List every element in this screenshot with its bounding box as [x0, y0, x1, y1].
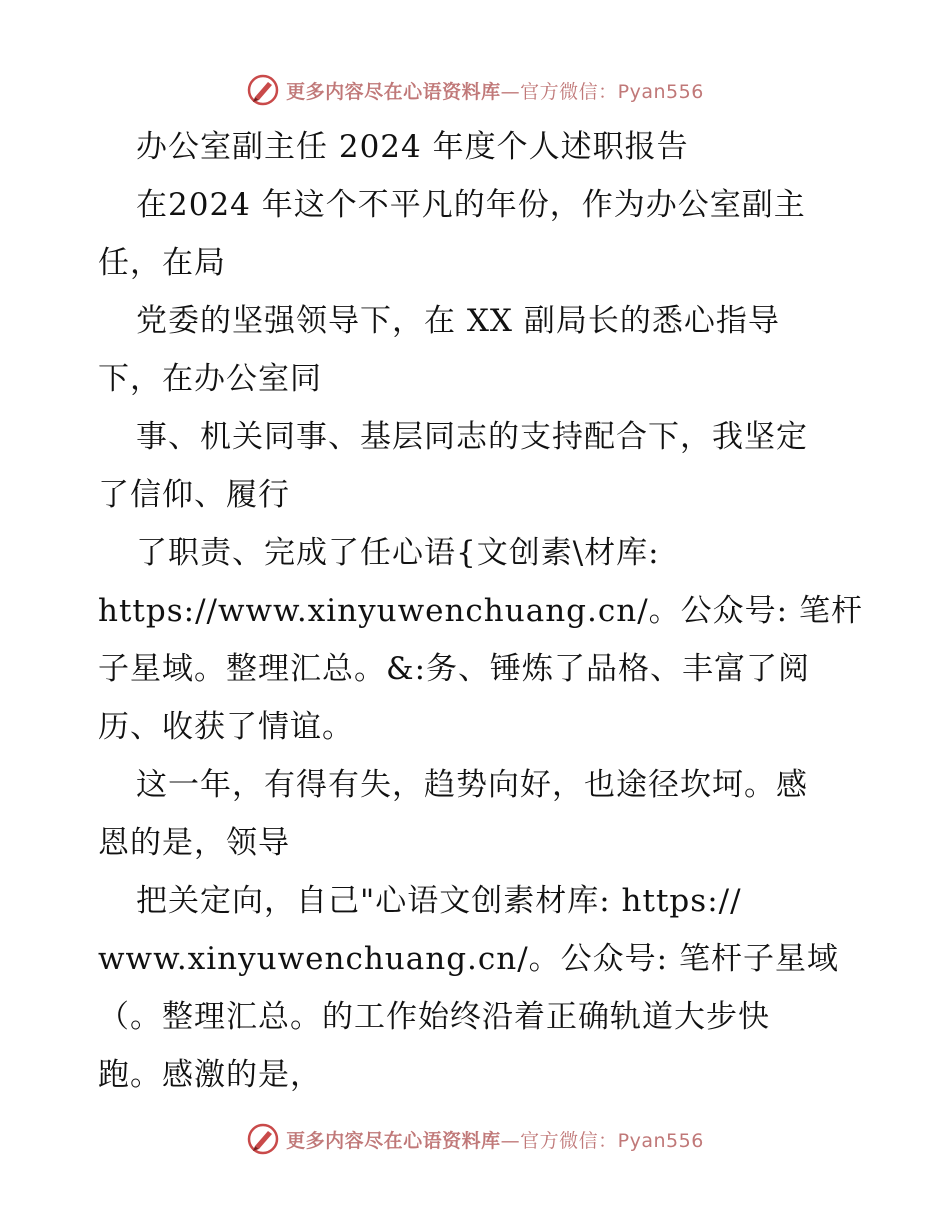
text-line: （。整理汇总。的工作始终沿着正确轨道大步快 — [98, 999, 770, 1035]
watermark-contact: —官方微信：Pyan556 — [500, 80, 704, 103]
pen-logo-icon — [246, 73, 280, 107]
watermark-contact: —官方微信：Pyan556 — [500, 1129, 704, 1152]
text-line: 党委的坚强领导下，在 XX 副局长的悉心指导 — [136, 303, 780, 339]
document-body — [98, 118, 863, 1104]
text-line: 这一年，有得有失，趋势向好，也途径坎坷。感 — [136, 767, 808, 803]
text-line: 下，在办公室同 — [98, 361, 322, 397]
text-line: https://www.xinyuwenchuang.cn/。公众号: 笔杆 — [98, 593, 863, 629]
text-line: 恩的是，领导 — [98, 825, 290, 861]
footer-watermark-banner — [0, 1119, 950, 1159]
text-line: 了信仰、履行 — [98, 477, 290, 513]
watermark-text — [286, 77, 704, 104]
text-line: 子星域。整理汇总。&:务、锤炼了品格、丰富了阅 — [98, 651, 811, 687]
text-line: 把关定向，自己"心语文创素材库: https:// — [136, 883, 742, 919]
text-line: 在2024 年这个不平凡的年份，作为办公室副主 — [136, 187, 806, 223]
text-line: www.xinyuwenchuang.cn/。公众号: 笔杆子星域 — [98, 941, 839, 977]
pen-logo-icon — [246, 1122, 280, 1156]
document-title: 办公室副主任 2024 年度个人述职报告 — [136, 129, 689, 165]
text-line: 跑。感激的是， — [98, 1057, 322, 1093]
header-watermark-banner — [0, 70, 950, 110]
text-line: 历、收获了情谊。 — [98, 709, 354, 745]
watermark-brand: 更多内容尽在心语资料库 — [286, 80, 501, 103]
text-line: 了职责、完成了任心语{文创素\材库: — [136, 535, 660, 571]
watermark-brand: 更多内容尽在心语资料库 — [286, 1129, 501, 1152]
watermark-text — [286, 1126, 704, 1153]
text-line: 事、机关同事、基层同志的支持配合下，我坚定 — [136, 419, 808, 455]
text-line: 任，在局 — [98, 245, 226, 281]
